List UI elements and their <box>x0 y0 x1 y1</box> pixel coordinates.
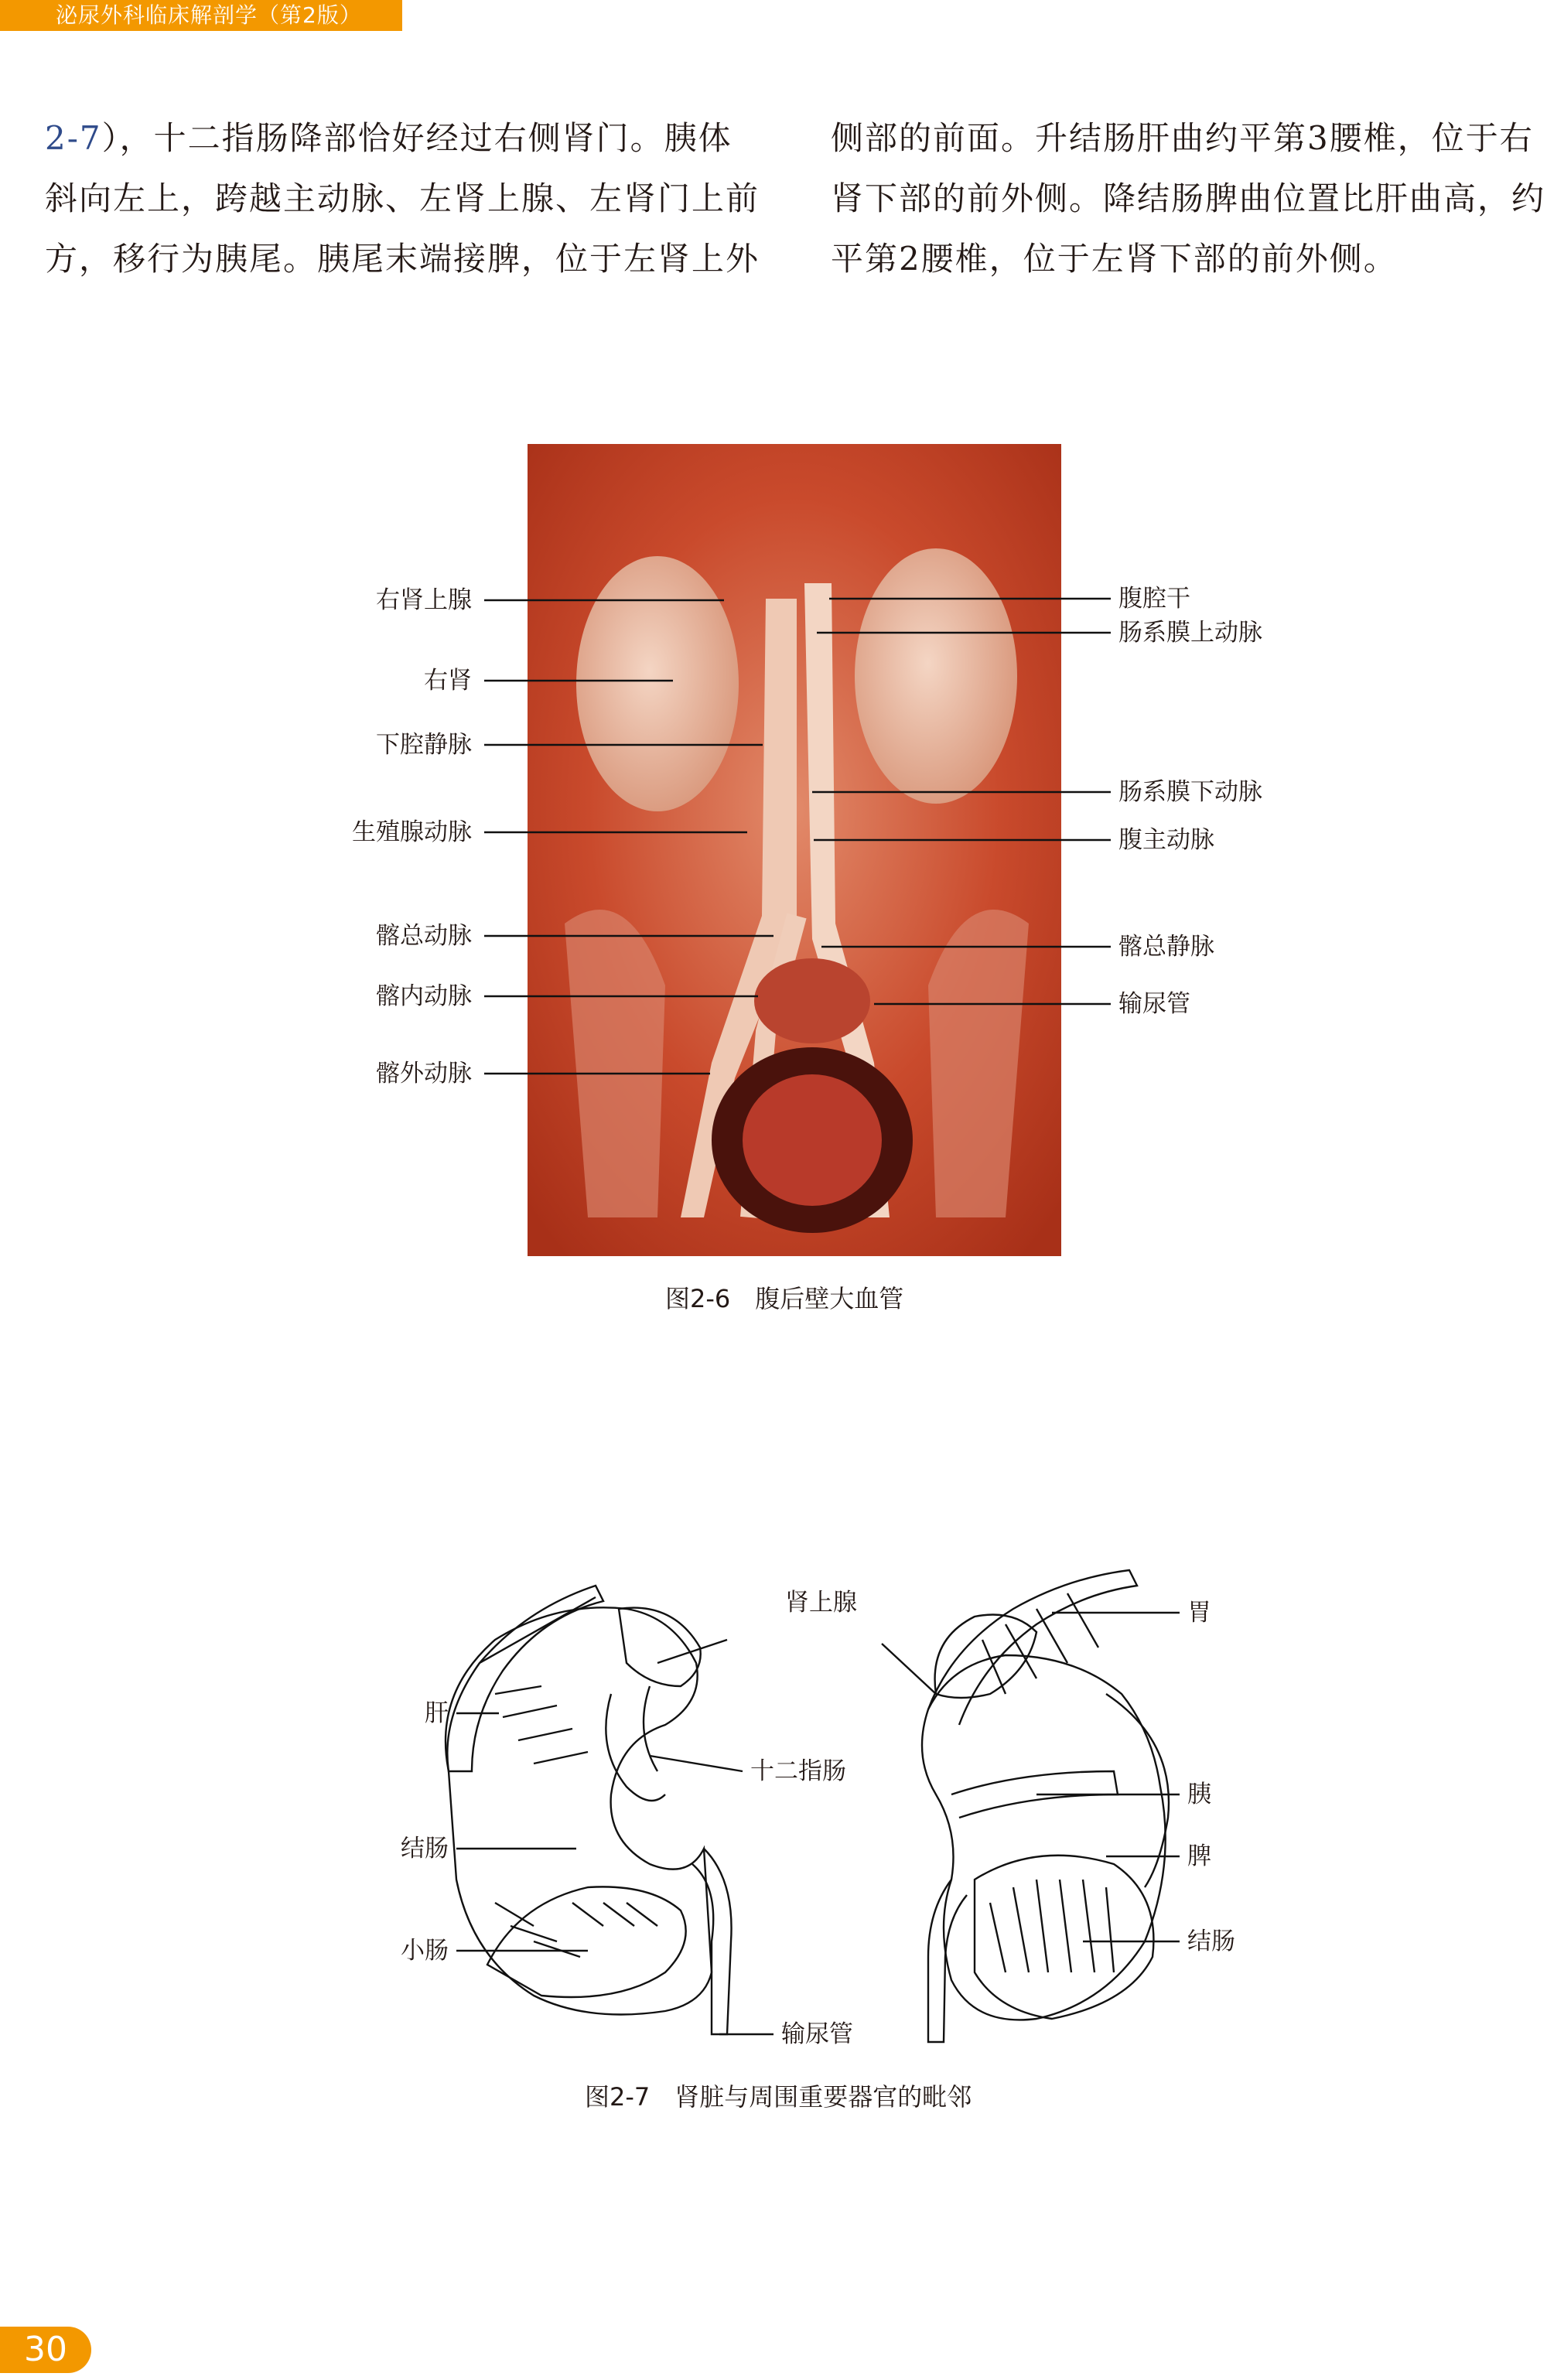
figure-2-7-caption: 图2-7 肾脏与周围重要器官的毗邻 <box>585 2082 972 2112</box>
label-common-iliac-artery: 髂总动脉 <box>376 922 472 950</box>
label-spleen: 脾 <box>1187 1842 1211 1870</box>
label-small-intestine: 小肠 <box>401 1937 449 1965</box>
label-internal-iliac-artery: 髂内动脉 <box>376 982 472 1010</box>
label-right-adrenal: 右肾上腺 <box>376 586 472 614</box>
label-colon-left: 结肠 <box>401 1835 449 1863</box>
figure-reference: 2-7 <box>45 119 102 157</box>
body-text-left <box>45 108 764 289</box>
page-number: 30 <box>0 2327 91 2373</box>
label-abdominal-aorta: 腹主动脉 <box>1118 826 1214 854</box>
label-stomach: 胃 <box>1187 1599 1211 1627</box>
label-pancreas: 胰 <box>1187 1781 1211 1808</box>
label-gonadal-artery: 生殖腺动脉 <box>352 818 472 846</box>
label-external-iliac-artery: 髂外动脉 <box>376 1060 472 1088</box>
label-right-kidney: 右肾 <box>424 667 472 695</box>
label-celiac-trunk: 腹腔干 <box>1118 585 1190 613</box>
label-common-iliac-vein: 髂总静脉 <box>1118 933 1214 961</box>
label-colon-right: 结肠 <box>1187 1928 1235 1955</box>
running-header: 泌尿外科临床解剖学（第2版） <box>0 0 402 31</box>
label-inferior-mesenteric-artery: 肠系膜下动脉 <box>1118 778 1262 806</box>
label-ureter: 输尿管 <box>1118 990 1190 1018</box>
figure-2-7 <box>340 1539 1269 2050</box>
label-liver: 肝 <box>425 1699 449 1727</box>
label-superior-mesenteric-artery: 肠系膜上动脉 <box>1118 619 1262 647</box>
label-ureter-fig2: 输尿管 <box>781 2020 853 2048</box>
body-text-left-content: ），十二指肠降部恰好经过右侧肾门。胰体斜向左上，跨越主动脉、左肾上腺、左肾门上前方，移行为胰尾。胰尾末端接脾，位于左肾上外 <box>45 119 760 278</box>
label-adrenal-gland: 肾上腺 <box>785 1589 857 1617</box>
body-text-right: 侧部的前面。升结肠肝曲约平第3腰椎，位于右肾下部的前外侧。降结肠脾曲位置比肝曲高，约平第2腰椎，位于左肾下部的前外侧。 <box>831 119 1546 278</box>
figure-2-6 <box>333 444 1261 1264</box>
label-inferior-vena-cava: 下腔静脉 <box>376 731 472 759</box>
figure-2-6-caption: 图2-6 腹后壁大血管 <box>665 1284 904 1313</box>
label-duodenum: 十二指肠 <box>750 1757 846 1785</box>
